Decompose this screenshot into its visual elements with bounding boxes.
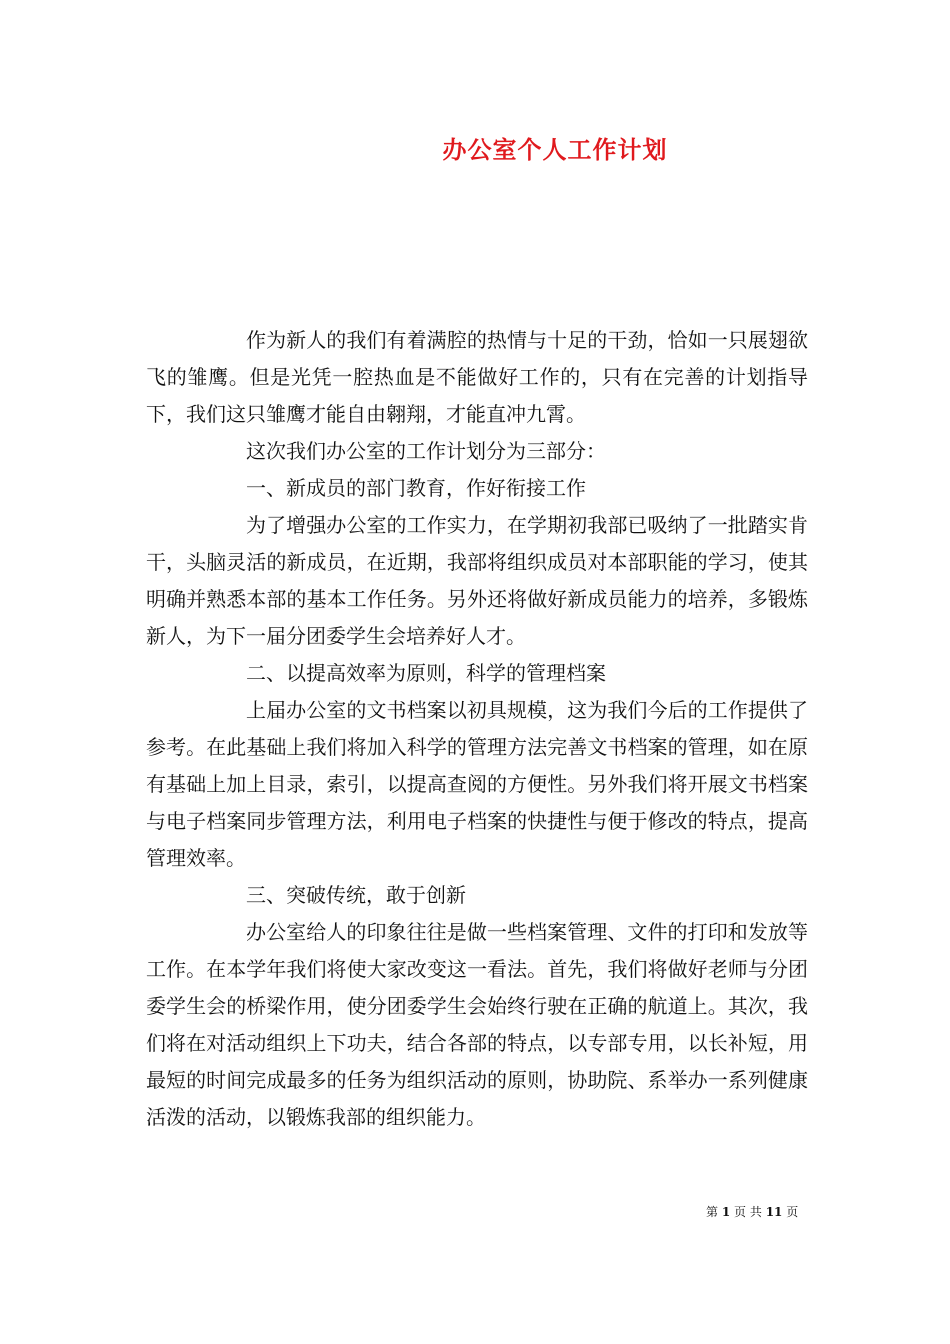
paragraph-section-2: 上届办公室的文书档案以初具规模，这为我们今后的工作提供了参考。在此基础上我们将加入科学的管理方法完善文书档案的管理，如在原有基础上加上目录，索引，以提高查阅的方便性。另外我们将开展文书档案与电子档案同步管理方法，利用电子档案的快捷性与便于修改的特点，提高管理效率。 [146, 698, 808, 870]
section-heading-2: 二、以提高效率为原则，科学的管理档案 [246, 661, 606, 685]
section-heading-1: 一、新成员的部门教育，作好衔接工作 [246, 476, 586, 500]
section-heading-3: 三、突破传统，敢于创新 [246, 883, 466, 907]
footer-current-page: 1 [721, 1205, 731, 1219]
footer-total-pages: 11 [765, 1205, 783, 1219]
document-title: 办公室个人工作计划 [442, 135, 668, 164]
paragraph-plan-overview: 这次我们办公室的工作计划分为三部分： [246, 439, 606, 463]
footer-prefix: 第 [706, 1205, 719, 1219]
document-body [146, 322, 808, 1136]
paragraph-section-1: 为了增强办公室的工作实力，在学期初我部已吸纳了一批踏实肯干，头脑灵活的新成员，在近期，我部将组织成员对本部职能的学习，使其明确并熟悉本部的基本工作任务。另外还将做好新成员能力的培养，多锻炼新人，为下一届分团委学生会培养好人才。 [146, 513, 808, 648]
paragraph-section-3: 办公室给人的印象往往是做一些档案管理、文件的打印和发放等工作。在本学年我们将使大家改变这一看法。首先，我们将做好老师与分团委学生会的桥梁作用，使分团委学生会始终行驶在正确的航道上。其次，我们将在对活动组织上下功夫，结合各部的特点，以专部专用，以长补短，用最短的时间完成最多的任务为组织活动的原则，协助院、系举办一系列健康活泼的活动，以锻炼我部的组织能力。 [146, 920, 808, 1129]
footer-middle: 页 共 [734, 1205, 762, 1219]
page-footer [706, 1204, 798, 1220]
footer-suffix: 页 [786, 1205, 799, 1219]
paragraph-intro: 作为新人的我们有着满腔的热情与十足的干劲，恰如一只展翅欲飞的雏鹰。但是光凭一腔热血是不能做好工作的，只有在完善的计划指导下，我们这只雏鹰才能自由翱翔，才能直冲九霄。 [146, 328, 808, 426]
